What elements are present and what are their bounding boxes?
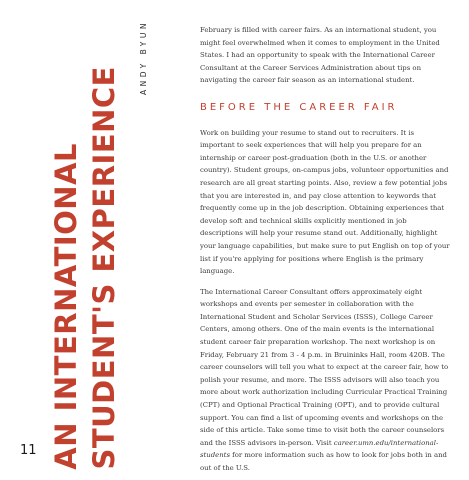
paragraph-2-text: The International Career Consultant offers approximately eight workshops and events per semester in collaboration with the International Student and Scholar Services (ISSS), College Career Centers, among others. One of the main events is the international student career fair preparation workshop. The next workshop is on Friday, February 21 from 3 - 4 p.m. in Bruininks Hall, room 420B. The career counselors will tell you what to expect at the career fair, how to polish your resume, and more. The ISSS advisors will also teach you more about work authorization including Curricular Practical Training (CPT) and Optional Practical Training (OPT), and to provide cultural support. You can find a list of upcoming events and workshops on the side of this article. Take some time to visit both the career counselors and the ISSS advisors in-person. Visit (200, 287, 449, 447)
body-paragraph-2 (200, 286, 450, 475)
author-byline: ANDY BYUN (139, 20, 148, 95)
article-body (200, 24, 450, 475)
body-paragraph-1: Work on building your resume to stand out to recruiters. It is important to seek experiences that will help you prepare for an internship or career post-graduation (both in the U.S. or another country). Student groups, on-campus jobs, volunteer opportunities and research are all great starting points. Also, review a few potential jobs that you are interested in, and pay close attention to keywords that frequently come up in the job description. Obtaining experiences that develop soft and technical skills explicitly mentioned in job descriptions will help your resume stand out. Additionally, highlight your language capabilities, but make sure to put English on top of your list if you're applying for positions where English is the primary language. (200, 128, 450, 276)
title-line-1: AN INTERNATIONAL (49, 143, 83, 470)
article-title (48, 34, 144, 470)
career-website-link[interactable]: career.umn.edu/international-students (200, 438, 439, 460)
section-heading: BEFORE THE CAREER FAIR (200, 101, 398, 113)
title-line-2: STUDENT'S EXPERIENCE (87, 66, 121, 470)
intro-paragraph: February is filled with career fairs. As an international student, you might feel overwhelmed when it comes to employment in the United States. I had an opportunity to speak with the International Career Consultant at the Career Services Administration about tips on navigating the career fair season as an international student. (200, 26, 440, 85)
paragraph-2-text-end: for more information such as how to look for jobs both in and out of the U.S. (200, 451, 447, 472)
page-number: 11 (20, 443, 37, 458)
